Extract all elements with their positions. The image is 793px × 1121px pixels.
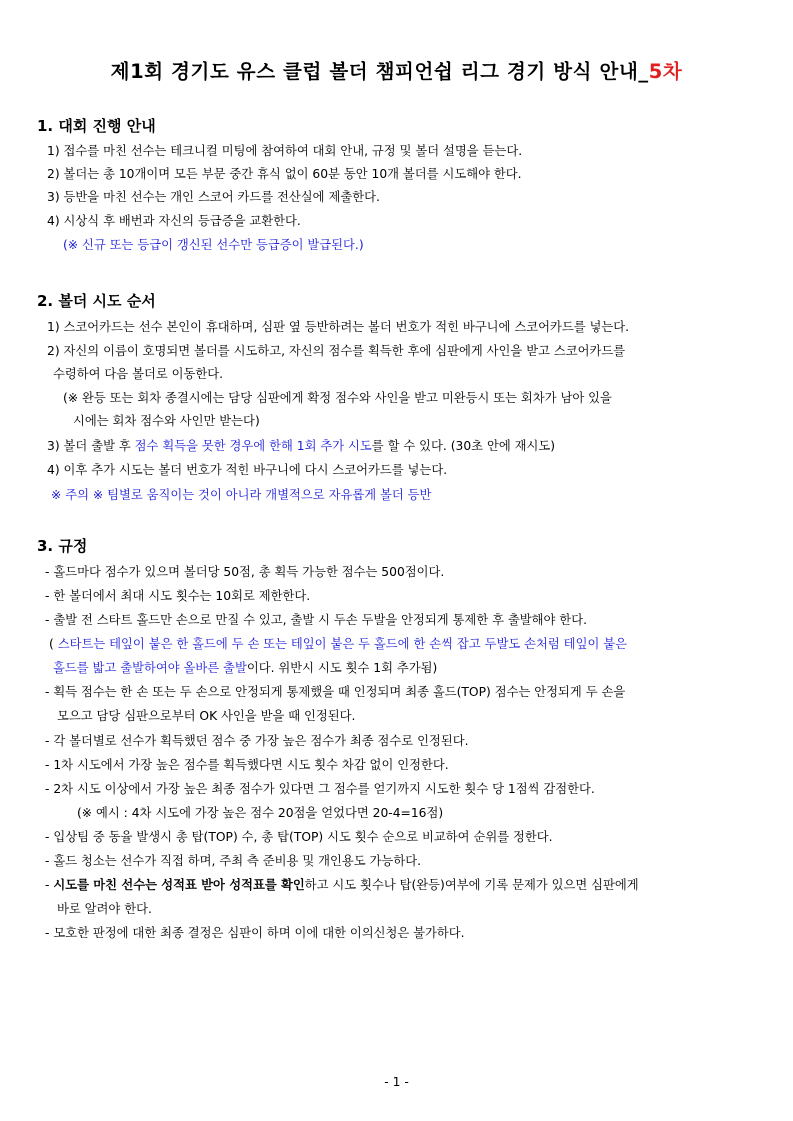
rule-10b: 바로 알려야 한다. xyxy=(57,902,152,916)
rule-8: - 입상팀 중 동율 발생시 총 탑(TOP) 수, 총 탑(TOP) 시도 횟수 순으로 비교하여 순위를 정한다. xyxy=(45,830,553,844)
rule-9: - 홀드 청소는 선수가 직접 하며, 주최 측 준비용 및 개인용도 가능하다. xyxy=(45,854,421,868)
s1-item-1: 1) 접수를 마친 선수는 테크니컬 미팅에 참여하여 대회 안내, 규정 및 볼더 설명을 듣는다. xyxy=(47,144,523,158)
rule-10-dash: - xyxy=(45,878,54,892)
rule-3-note-b-end: 이다. 위반시 시도 횟수 1회 추가됨) xyxy=(246,661,438,675)
s2-item-4: 4) 이후 추가 시도는 볼더 번호가 적힌 바구니에 다시 스코어카드를 넣는다. xyxy=(47,463,448,477)
title-round: 5차 xyxy=(648,60,683,83)
page-title xyxy=(0,56,793,84)
s2-item-3 xyxy=(47,438,555,454)
s2-item-2a: 2) 자신의 이름이 호명되면 볼더를 시도하고, 자신의 점수를 획득한 후에 심판에게 사인을 받고 스코어카드를 xyxy=(47,344,626,358)
s2-warning: ※ 주의 ※ 팀별로 움직이는 것이 아니라 개별적으로 자유롭게 볼더 등반 xyxy=(51,488,432,502)
rule-3: - 출발 전 스타트 홀드만 손으로 만질 수 있고, 출발 시 두손 두발을 안정되게 통제한 후 출발해야 한다. xyxy=(45,613,587,627)
rule-3-note-b-highlight: 홀드를 밟고 출발하여야 올바른 출발 xyxy=(53,661,247,675)
s1-item-4: 4) 시상식 후 배번과 자신의 등급증을 교환한다. xyxy=(47,214,301,228)
rule-4a: - 획득 점수는 한 손 또는 두 손으로 안정되게 통제했을 때 인정되며 최종 홀드(TOP) 점수는 안정되게 두 손을 xyxy=(45,685,626,699)
rule-6: - 1차 시도에서 가장 높은 점수를 획득했다면 시도 횟수 차감 없이 인정한다. xyxy=(45,758,449,772)
s1-item-3: 3) 등반을 마친 선수는 개인 스코어 카드를 전산실에 제출한다. xyxy=(47,190,380,204)
s2-item-2b: 수령하여 다음 볼더로 이동한다. xyxy=(53,367,224,381)
rule-3-note-b xyxy=(53,660,437,676)
s2-item-1: 1) 스코어카드는 선수 본인이 휴대하며, 심판 옆 등반하려는 볼더 번호가 적힌 바구니에 스코어카드를 넣는다. xyxy=(47,320,630,334)
rule-4b: 모으고 담당 심판으로부터 OK 사인을 받을 때 인정된다. xyxy=(57,709,356,723)
rule-10-rest: 하고 시도 횟수나 탑(완등)여부에 기록 문제가 있으면 심판에게 xyxy=(304,878,639,892)
rule-11: - 모호한 판정에 대한 최종 결정은 심판이 하며 이에 대한 이의신청은 불가하다. xyxy=(45,926,465,940)
section-3-heading: 3. 규정 xyxy=(37,537,88,555)
rule-2: - 한 볼더에서 최대 시도 횟수는 10회로 제한한다. xyxy=(45,589,311,603)
s1-item-2: 2) 볼더는 총 10개이며 모든 부문 중간 휴식 없이 60분 동안 10개 볼더를 시도해야 한다. xyxy=(47,167,522,181)
rule-7-example: (※ 예시 : 4차 시도에 가장 높은 점수 20점을 얻었다면 20-4=16점) xyxy=(77,806,444,820)
title-main: 제1회 경기도 유스 클럽 볼더 챔피언쉽 리그 경기 방식 안내_ xyxy=(110,60,649,83)
rule-10-bold: 시도를 마친 선수는 성적표 받아 성적표를 확인 xyxy=(53,878,305,892)
s2-item-3-start: 3) 볼더 출발 후 xyxy=(47,439,135,453)
rule-3-note-paren: ( xyxy=(49,637,58,651)
rule-3-note-a xyxy=(49,636,627,652)
s2-note-1a: (※ 완등 또는 회차 종결시에는 담당 심판에게 확정 점수와 사인을 받고 미완등시 또는 회차가 남아 있을 xyxy=(63,391,612,405)
section-2-heading: 2. 볼더 시도 순서 xyxy=(37,292,156,310)
page-number: - 1 - xyxy=(384,1075,409,1089)
rule-10a xyxy=(45,877,639,893)
s2-item-3-end: 를 할 수 있다. (30초 안에 재시도) xyxy=(371,439,556,453)
rule-5: - 각 볼더별로 선수가 획득했던 점수 중 가장 높은 점수가 최종 점수로 인정된다. xyxy=(45,734,469,748)
s2-note-1b: 시에는 회차 점수와 사인만 받는다) xyxy=(73,414,260,428)
s2-item-3-highlight: 점수 획득을 못한 경우에 한해 1회 추가 시도 xyxy=(134,439,372,453)
rule-3-note-highlight: 스타트는 테잎이 붙은 한 홀드에 두 손 또는 테잎이 붙은 두 홀드에 한 손씩 잡고 두발도 손처럼 테잎이 붙은 xyxy=(57,637,627,651)
section-1-heading: 1. 대회 진행 안내 xyxy=(37,117,156,135)
rule-1: - 홀드마다 점수가 있으며 볼더당 50점, 총 획득 가능한 점수는 500점이다. xyxy=(45,565,445,579)
rule-7: - 2차 시도 이상에서 가장 높은 최종 점수가 있다면 그 점수를 얻기까지 시도한 횟수 당 1점씩 감점한다. xyxy=(45,782,595,796)
s1-note: (※ 신규 또는 등급이 갱신된 선수만 등급증이 발급된다.) xyxy=(63,238,364,252)
